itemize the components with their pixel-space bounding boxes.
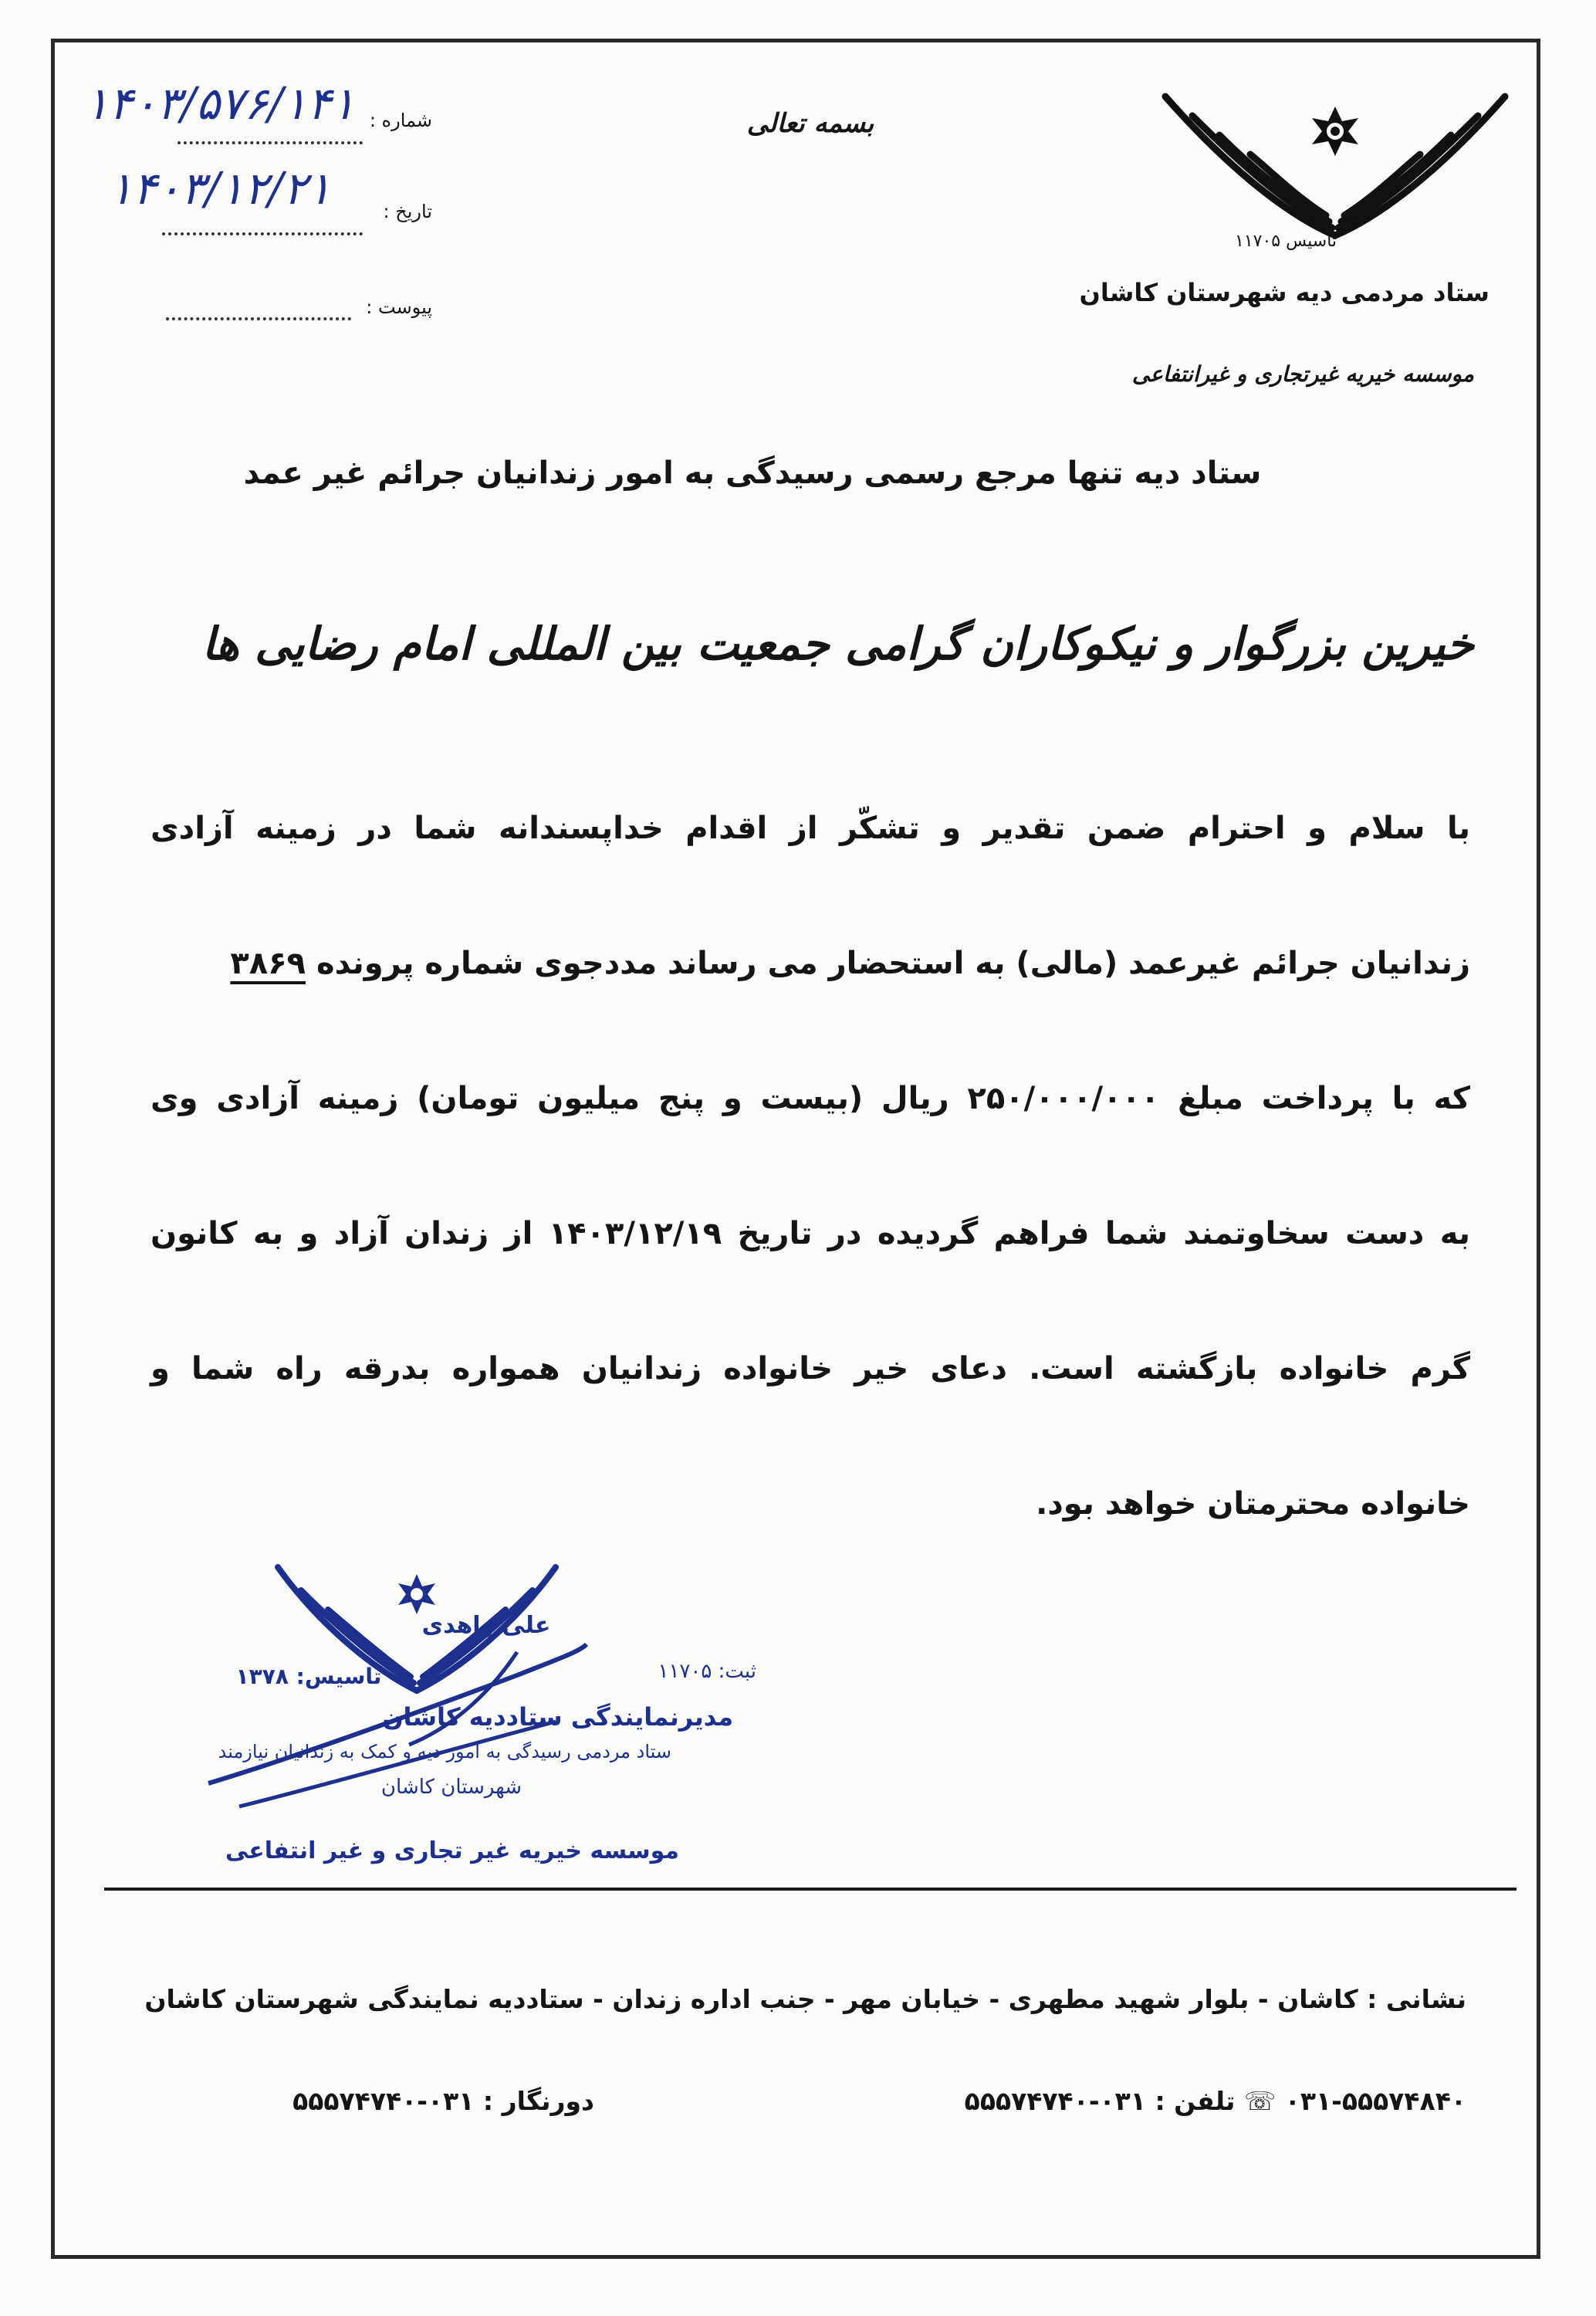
- body-line-2-text: زندانیان جرائم غیرعمد (مالی) به استحضار می رساند مددجوی شماره پرونده: [316, 946, 1470, 981]
- phone-2: ۰۳۱-۵۵۵۷۴۷۴۰: [964, 2086, 1146, 2116]
- phone-1: ۰۳۱-۵۵۵۷۴۸۴۰: [1284, 2086, 1466, 2116]
- number-value: ۱۴۰۳/۵۷۶/۱۴۱: [84, 77, 356, 130]
- stamp-line-a: ستاد مردمی رسیدگی به امور دیه و کمک به زندانیان نیازمند: [218, 1741, 671, 1762]
- attachment-dots: [166, 309, 351, 323]
- stamp-registration: ثبت: ۱۱۷۰۵: [658, 1660, 756, 1683]
- stamp-name: علی زاهدی: [421, 1612, 551, 1639]
- footer-divider: [104, 1888, 1517, 1891]
- stamp-year: تاسیس: ۱۳۷۸: [235, 1664, 382, 1689]
- body-line-4: به دست سخاوتمند شما فراهم گردیده در تاریخ ۱۴۰۳/۱۲/۱۹ از زندان آزاد و به کانون: [150, 1216, 1470, 1251]
- invocation: بسمه تعالی: [746, 108, 874, 139]
- phone-icon: ☏: [1243, 2086, 1276, 2116]
- addressee: خیرین بزرگوار و نیکوکاران گرامی جمعیت بین المللی امام رضایی ها: [201, 618, 1474, 670]
- attachment-label: پیوست :: [366, 296, 432, 318]
- date-label: تاریخ :: [383, 201, 432, 222]
- stamp-line-b: شهرستان کاشان: [380, 1776, 522, 1799]
- stamp-line-c: موسسه خیریه غیر تجاری و غیر انتفاعی: [225, 1837, 679, 1864]
- stamp-title: مدیرنمایندگی ستاددیه کاشان: [382, 1702, 733, 1732]
- date-value: ۱۴۰۳/۱۲/۲۱: [108, 162, 332, 215]
- body-line-5: گرم خانواده بازگشته است. دعای خیر خانواده زندانیان همواره بدرقه راه شما و: [150, 1351, 1470, 1387]
- logo-caption: تاسیس ۱۱۷۰۵: [1235, 232, 1337, 251]
- footer-fax: [208, 2086, 594, 2116]
- date-dots: [162, 224, 363, 239]
- body-line-6: خانواده محترمتان خواهد بود.: [1036, 1486, 1470, 1522]
- fax-number: ۰۳۱-۵۵۵۷۴۷۴۰: [292, 2086, 475, 2116]
- body-line-1: با سلام و احترام ضمن تقدیر و تشکّر از اقدام خداپسندانه شما در زمینه آزادی: [150, 811, 1470, 846]
- org-subtitle: موسسه خیریه غیرتجاری و غیرانتفاعی: [1131, 361, 1474, 387]
- subject-line: ستاد دیه تنها مرجع رسمی رسیدگی به امور زندانیان جرائم غیر عمد: [243, 455, 1262, 491]
- footer-phones: [741, 2086, 1466, 2116]
- fax-label: دورنگار :: [482, 2086, 594, 2116]
- body-line-2: [150, 946, 1470, 981]
- number-dots: [178, 133, 363, 147]
- org-logo-icon: [1150, 73, 1520, 259]
- phone-label: تلفن :: [1155, 2086, 1236, 2116]
- number-label: شماره :: [369, 110, 432, 131]
- body-line-3: که با پرداخت مبلغ ۲۵۰/۰۰۰/۰۰۰ ریال (بیست و پنج میلیون تومان) زمینه آزادی وی: [150, 1081, 1470, 1116]
- file-number: ۳۸۶۹: [230, 946, 306, 981]
- org-name: ستاد مردمی دیه شهرستان کاشان: [1079, 278, 1489, 307]
- footer-address: نشانی : کاشان - بلوار شهید مطهری - خیابان مهر - جنب اداره زندان - ستاددیه نمایندگی شهرستان کاشان: [144, 1984, 1466, 2014]
